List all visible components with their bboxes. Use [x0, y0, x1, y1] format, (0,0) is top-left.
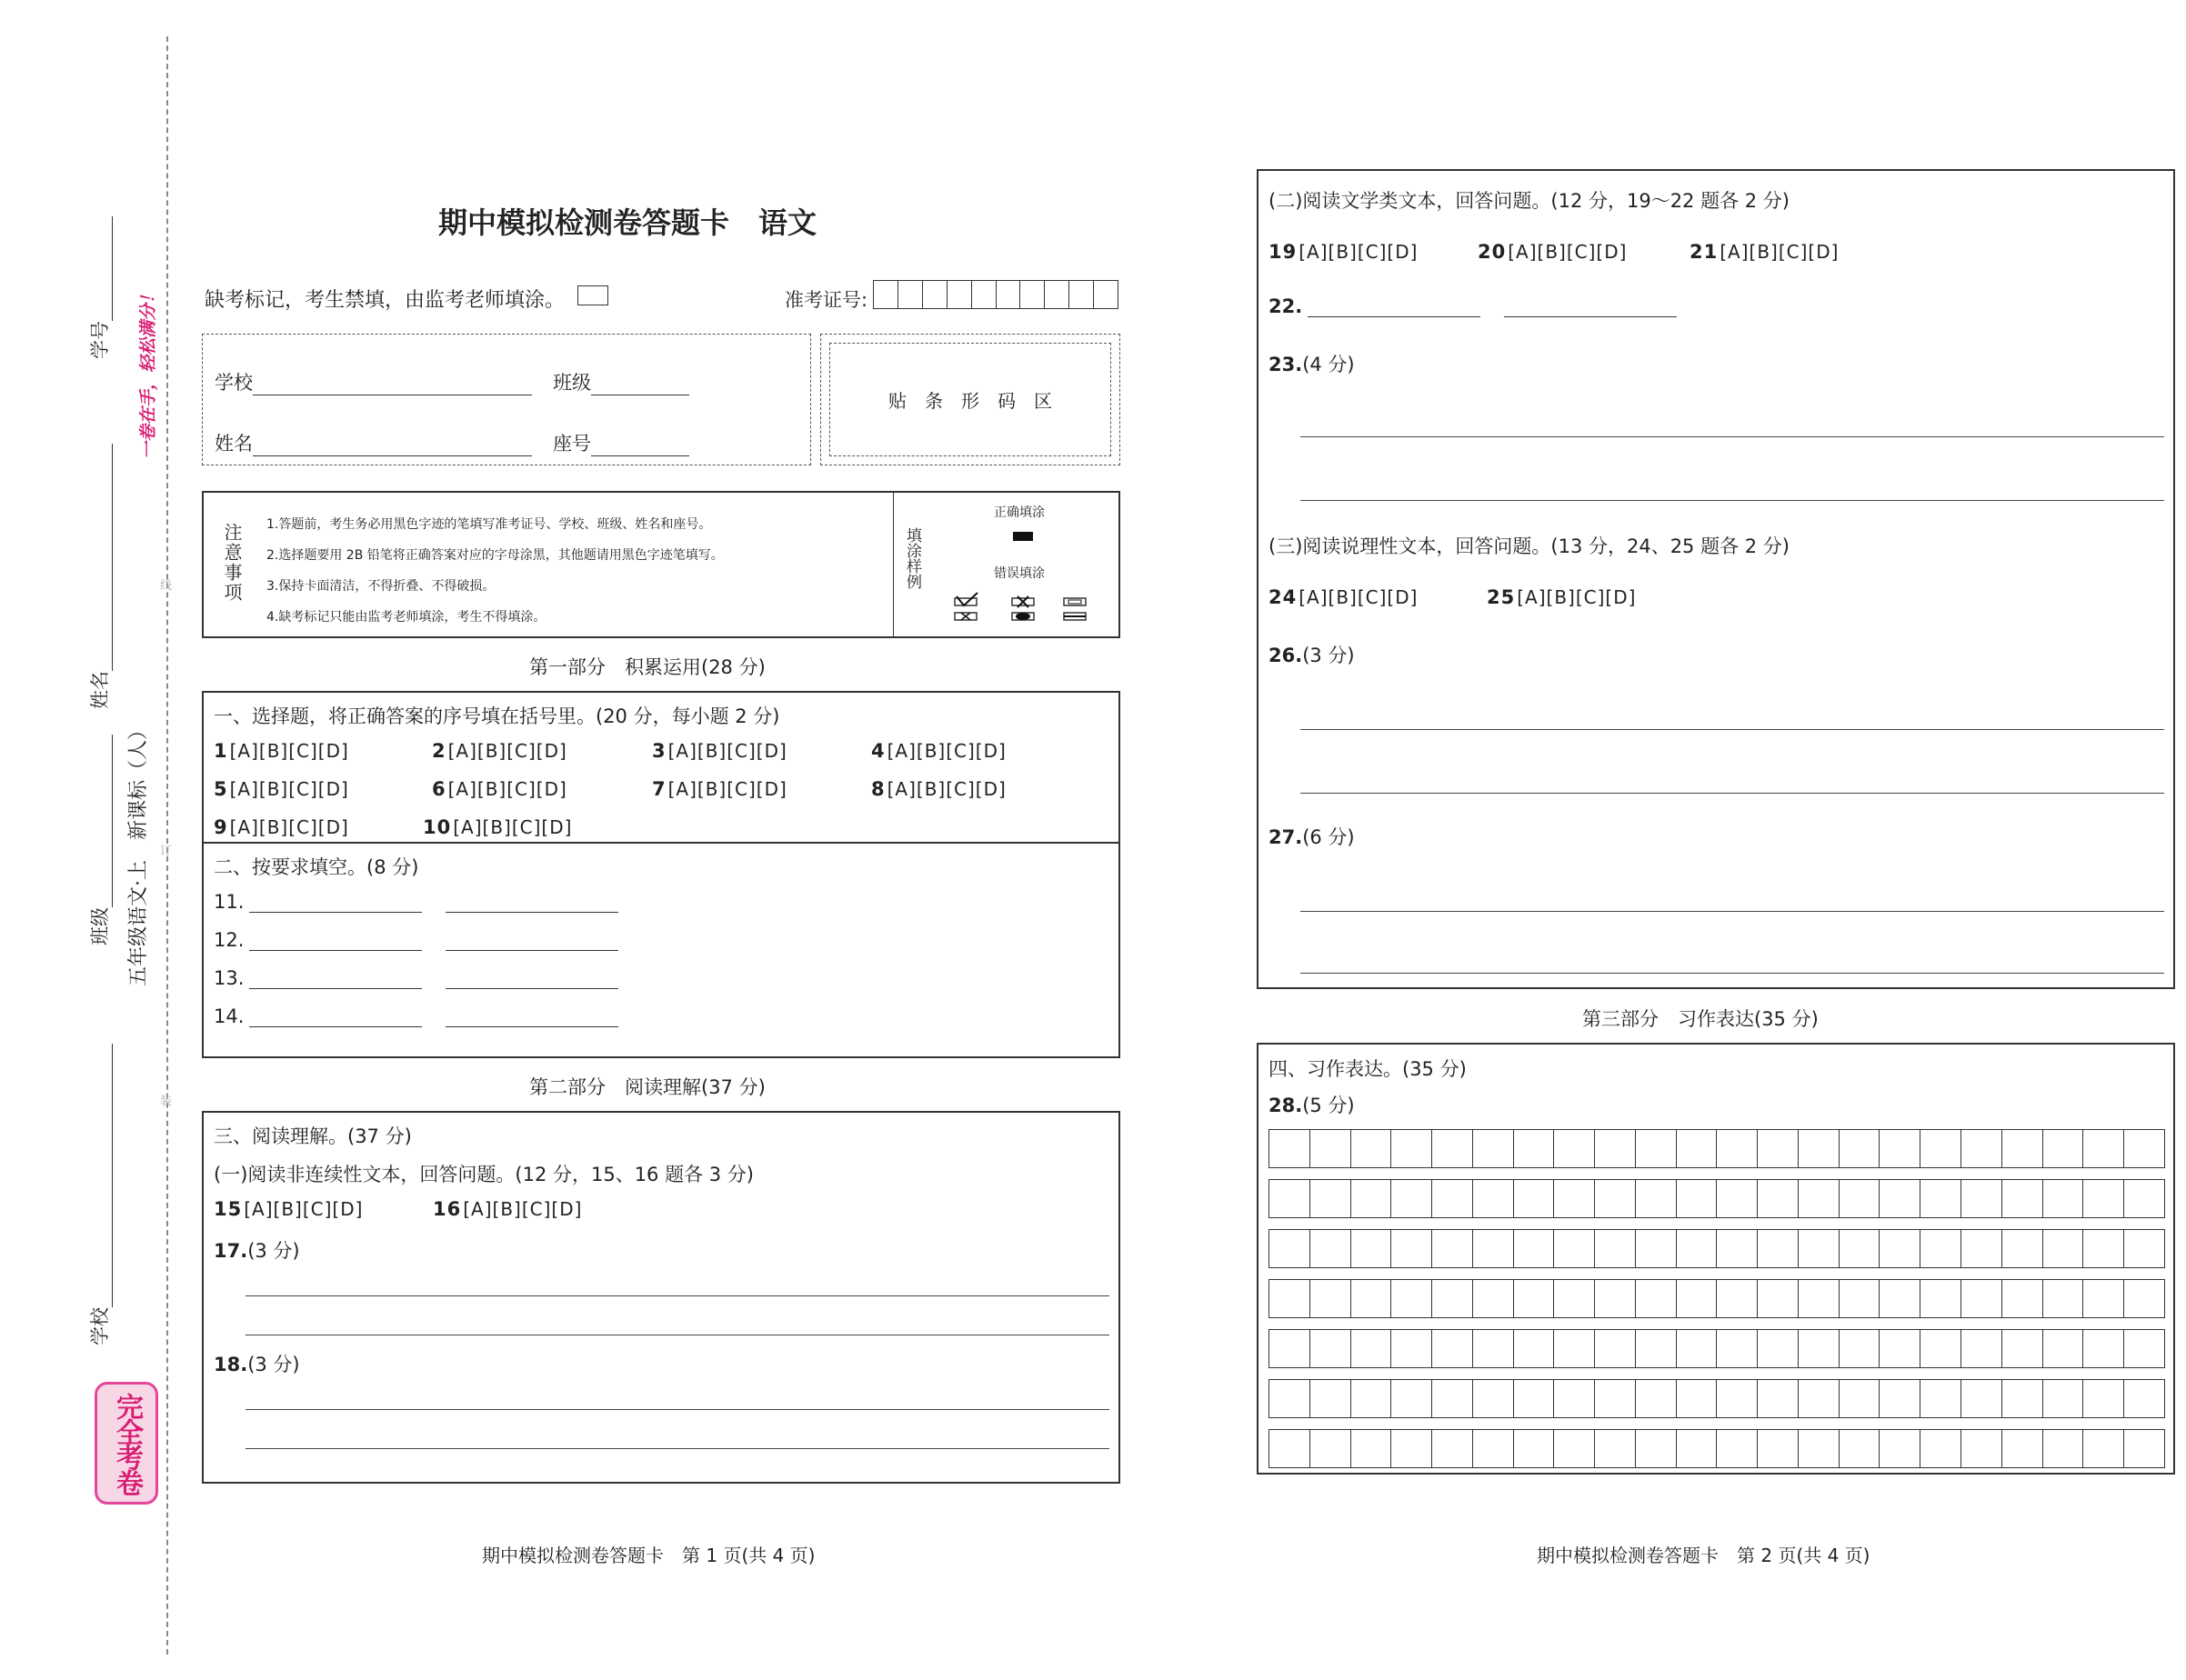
binding-zhuang: 装 — [160, 1095, 173, 1108]
section2-title: 二、按要求填空。(8 分) — [214, 856, 419, 878]
absent-checkbox[interactable] — [577, 285, 608, 305]
choice-q20[interactable]: 20 [A][B][C][D] — [1478, 241, 1628, 263]
name-field[interactable]: 姓名 — [215, 429, 532, 456]
barcode-inner: 贴 条 形 码 区 — [829, 343, 1111, 456]
q27-label: 27.(6 分) — [1268, 826, 1355, 848]
note-item: 3.保持卡面清洁，不得折叠、不得破损。 — [266, 579, 496, 594]
q17-label: 17.(3 分) — [214, 1240, 300, 1262]
q26-label: 26.(3 分) — [1268, 645, 1355, 666]
q18-label: 18.(3 分) — [214, 1354, 300, 1375]
correct-fill-label: 正确填涂 — [994, 505, 1045, 520]
q23-answer-line[interactable] — [1300, 436, 2164, 437]
note-item: 4.缺考标记只能由监考老师填涂，考生不得填涂。 — [266, 610, 546, 625]
class-field[interactable]: 班级 — [553, 368, 689, 395]
binding-edition: 五年级语文·上 新课标（人） — [127, 720, 150, 986]
choice-q5[interactable]: 5 [A][B][C][D] — [214, 778, 349, 800]
correct-fill-mark — [1013, 532, 1033, 541]
writing-grid-row[interactable] — [1268, 1179, 2165, 1218]
wrong-fill-examples-icon — [950, 591, 1096, 627]
notes-divider — [893, 491, 894, 638]
writing-grid-row[interactable] — [1268, 1379, 2165, 1418]
binding-xuehao: 学号 — [85, 216, 113, 359]
choice-q4[interactable]: 4 [A][B][C][D] — [871, 740, 1007, 762]
fill-item-12[interactable]: 12. — [214, 929, 618, 951]
q23-answer-line[interactable] — [1300, 500, 2164, 501]
page2-sub3: (三)阅读说理性文本，回答问题。(13 分，24、25 题各 2 分) — [1268, 535, 1790, 557]
exam-id-label: 准考证号: — [785, 289, 868, 311]
page2-reading-box — [1257, 169, 2175, 989]
page2-footer: 期中模拟检测卷答题卡 第 2 页(共 4 页) — [1537, 1545, 1870, 1566]
writing-grid-row[interactable] — [1268, 1129, 2165, 1168]
choice-q7[interactable]: 7 [A][B][C][D] — [652, 778, 787, 800]
q27-answer-line[interactable] — [1300, 973, 2164, 974]
q18-answer-line[interactable] — [246, 1448, 1109, 1449]
binding-ding: 订 — [160, 845, 173, 858]
section1-title: 一、选择题，将正确答案的序号填在括号里。(20 分，每小题 2 分) — [214, 705, 780, 727]
choice-q15[interactable]: 15 [A][B][C][D] — [214, 1198, 364, 1220]
choice-q16[interactable]: 16 [A][B][C][D] — [433, 1198, 583, 1220]
q22-field[interactable]: 22. — [1268, 295, 1677, 317]
page1-footer: 期中模拟检测卷答题卡 第 1 页(共 4 页) — [482, 1545, 816, 1566]
q17-answer-line[interactable] — [246, 1295, 1109, 1296]
choice-q10[interactable]: 10 [A][B][C][D] — [423, 816, 573, 838]
binding-xian: 线 — [160, 579, 173, 593]
writing-grid-row[interactable] — [1268, 1229, 2165, 1268]
q26-answer-line[interactable] — [1300, 793, 2164, 794]
choice-q24[interactable]: 24 [A][B][C][D] — [1268, 586, 1419, 608]
note-item: 2.选择题要用 2B 铅笔将正确答案对应的字母涂黑，其他题请用黑色字迹笔填写。 — [266, 548, 724, 563]
binding-slogan: 一卷在手，轻松满分！ — [138, 285, 158, 459]
writing-grid-row[interactable] — [1268, 1429, 2165, 1468]
choice-q9[interactable]: 9 [A][B][C][D] — [214, 816, 349, 838]
q28-label: 28.(5 分) — [1268, 1095, 1355, 1116]
fill-item-14[interactable]: 14. — [214, 1005, 618, 1027]
choice-q25[interactable]: 25 [A][B][C][D] — [1487, 586, 1637, 608]
q18-answer-line[interactable] — [246, 1409, 1109, 1410]
brand-logo: 完全考卷 — [95, 1382, 158, 1505]
fill-item-11[interactable]: 11. — [214, 891, 618, 913]
notes-list — [266, 509, 724, 633]
fill-item-13[interactable]: 13. — [214, 967, 618, 989]
notes-title: 注意事项 — [221, 523, 243, 603]
choice-q19[interactable]: 19 [A][B][C][D] — [1268, 241, 1419, 263]
choice-q1[interactable]: 1 [A][B][C][D] — [214, 740, 349, 762]
choice-q8[interactable]: 8 [A][B][C][D] — [871, 778, 1007, 800]
fill-example-label: 填涂样例 — [903, 527, 921, 589]
part2-heading: 第二部分 阅读理解(37 分) — [529, 1076, 766, 1098]
wrong-fill-label: 错误填涂 — [994, 566, 1045, 581]
choice-q2[interactable]: 2 [A][B][C][D] — [432, 740, 567, 762]
writing-grid-row[interactable] — [1268, 1279, 2165, 1318]
section4-title: 四、习作表达。(35 分) — [1268, 1058, 1467, 1080]
q23-label: 23.(4 分) — [1268, 354, 1355, 375]
part3-heading: 第三部分 习作表达(35 分) — [1582, 1008, 1819, 1030]
absent-note: 缺考标记，考生禁填，由监考老师填涂。 — [205, 289, 566, 312]
section3-title: 三、阅读理解。(37 分) — [214, 1125, 412, 1147]
choice-q3[interactable]: 3 [A][B][C][D] — [652, 740, 787, 762]
page-title: 期中模拟检测卷答题卡 语文 — [438, 205, 817, 240]
binding-xuexiao: 学校 — [85, 1044, 113, 1345]
note-item: 1.答题前，考生务必用黑色字迹的笔填写准考证号、学校、班级、姓名和座号。 — [266, 517, 712, 532]
writing-grid-row[interactable] — [1268, 1329, 2165, 1368]
binding-banji: 班级 — [85, 735, 113, 945]
q27-answer-line[interactable] — [1300, 911, 2164, 912]
choice-q6[interactable]: 6 [A][B][C][D] — [432, 778, 567, 800]
choice-q21[interactable]: 21 [A][B][C][D] — [1690, 241, 1840, 263]
q26-answer-line[interactable] — [1300, 729, 2164, 730]
seat-field[interactable]: 座号 — [553, 429, 689, 456]
part1-heading: 第一部分 积累运用(28 分) — [529, 656, 766, 678]
page2-sub2: (二)阅读文学类文本，回答问题。(12 分，19～22 题各 2 分) — [1268, 190, 1790, 212]
school-field[interactable]: 学校 — [215, 368, 532, 395]
binding-xingming: 姓名 — [85, 444, 113, 709]
section3-sub1: (一)阅读非连续性文本，回答问题。(12 分，15、16 题各 3 分) — [214, 1164, 754, 1185]
exam-id-boxes[interactable] — [873, 280, 1118, 309]
